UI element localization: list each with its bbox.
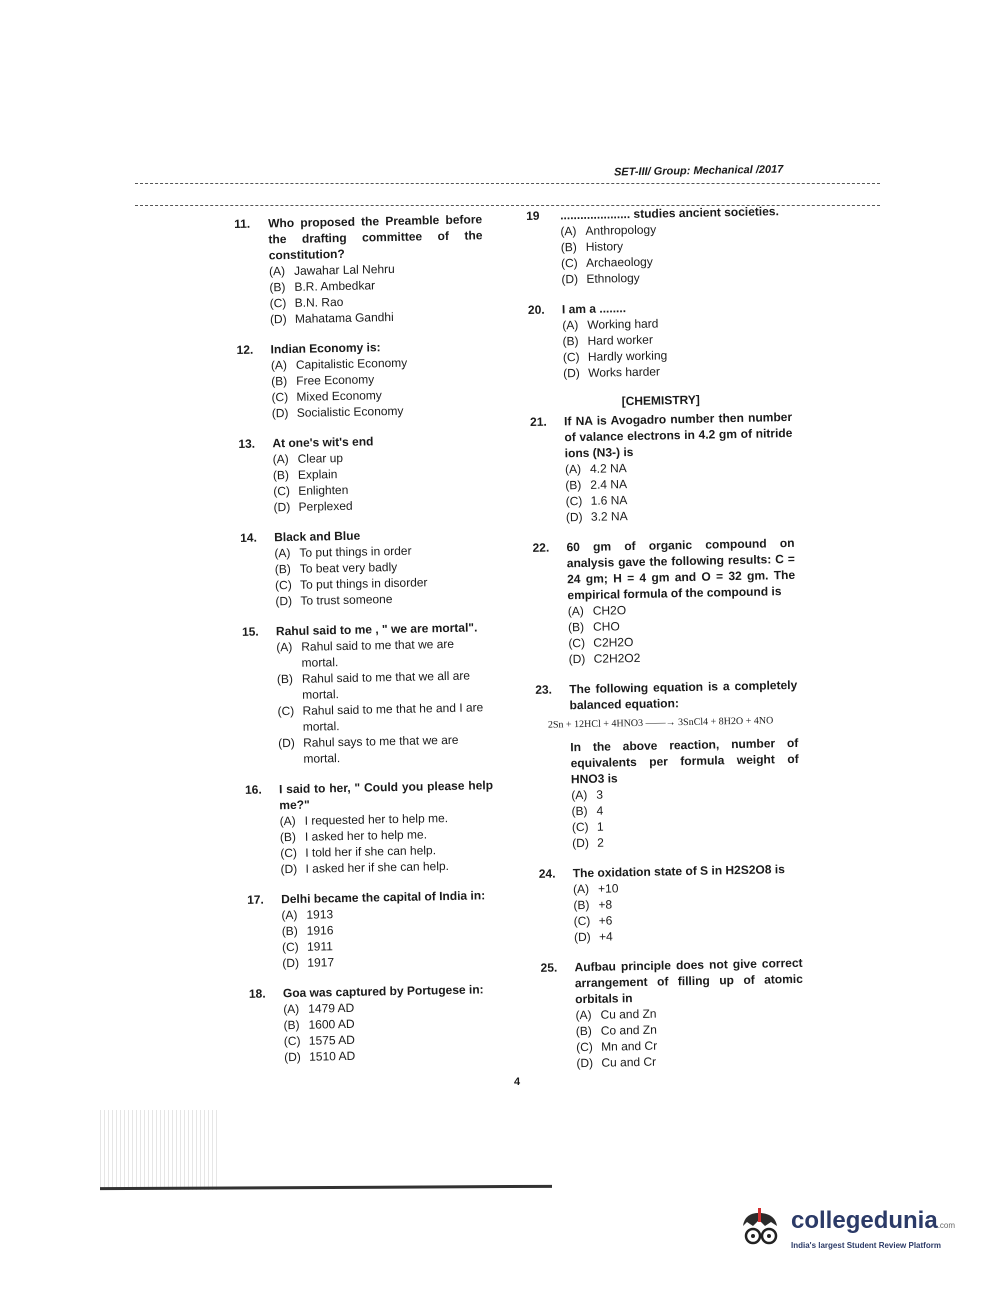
option-letter: (B) (562, 334, 579, 349)
option-text: Working hard (587, 316, 659, 332)
right-column (526, 203, 805, 1086)
option-letter: (B) (276, 671, 294, 687)
question-stem: Aufbau principle does not give correct arrangement of filling up of atomic orbitals in (574, 955, 803, 1007)
option-letter: (B) (269, 280, 286, 295)
answer-option (563, 361, 791, 381)
answer-option (569, 647, 797, 667)
option-letter: (A) (560, 224, 577, 239)
option-text: I asked her if she can help. (305, 858, 450, 876)
option-letter: (D) (561, 272, 579, 287)
page-number: 4 (514, 1076, 521, 1088)
answer-option (561, 267, 789, 287)
option-text: Rahul said to me that we are mortal. (301, 636, 455, 670)
option-text: 1916 (306, 923, 334, 938)
answer-option (278, 731, 493, 767)
option-letter: (B) (283, 1017, 300, 1033)
question-stem: 60 gm of organic compound on analysis gave the following results: C = 24 gm; H = 4 gm and O = 32 gm. The empirical formula of the compound is (566, 535, 796, 603)
option-letter: (B) (271, 374, 288, 389)
question-number: 20. (527, 302, 545, 317)
answer-option (276, 635, 491, 671)
answer-option (273, 495, 487, 515)
option-text: Anthropology (585, 222, 657, 238)
collegedunia-logo[interactable] (735, 1204, 955, 1254)
option-letter: (A) (564, 461, 582, 477)
option-text: Socialistic Economy (296, 403, 404, 420)
question-20 (528, 297, 791, 382)
question-stem: At one's wit's end (272, 434, 374, 451)
option-text: Mn and Cr (600, 1038, 658, 1054)
option-letter: (B) (272, 467, 290, 483)
question-stem: Who proposed the Preamble before the drafting committee of the constitution? (268, 212, 483, 263)
answer-option (284, 1045, 498, 1065)
question-stem: The following equation is a completely balanced equation: (569, 677, 798, 713)
option-letter: (B) (567, 619, 585, 635)
option-text: C2H2O2 (593, 650, 641, 666)
option-letter: (C) (273, 483, 291, 499)
question-stem: The oxidation state of S in H2S2O8 is (572, 862, 785, 881)
option-letter: (C) (283, 1033, 301, 1049)
header-rule (135, 183, 880, 184)
option-text: 1575 AD (308, 1032, 356, 1048)
question-number: 19 (526, 208, 540, 223)
option-letter: (D) (269, 312, 287, 327)
option-text: 1600 AD (308, 1016, 355, 1032)
option-text: Mixed Economy (296, 388, 382, 404)
option-letter: (A) (281, 907, 298, 923)
option-text: Archaeology (585, 254, 653, 270)
option-text: +6 (598, 913, 613, 928)
option-letter: (C) (568, 635, 586, 651)
question-stem: Goa was captured by Portugese in: (282, 982, 484, 1001)
question-16 (245, 777, 495, 878)
option-letter: (A) (283, 1001, 300, 1017)
option-letter: (D) (277, 735, 295, 751)
option-text: 1913 (306, 907, 334, 922)
option-letter: (C) (280, 845, 298, 861)
option-text: I requested her to help me. (304, 811, 449, 828)
option-text: +4 (598, 929, 613, 944)
option-letter: (B) (565, 477, 582, 493)
option-text: Rahul said to me that we all are mortal. (301, 668, 471, 702)
option-letter: (C) (269, 296, 287, 311)
option-text: Rahul said to me that he and I are mortal. (302, 700, 484, 734)
option-text: Perplexed (298, 498, 353, 514)
option-text: 1911 (306, 939, 333, 954)
option-text: 1.6 NA (590, 493, 628, 508)
question-number: 25. (540, 960, 558, 975)
option-letter: (D) (576, 1055, 594, 1071)
answer-option (572, 831, 800, 851)
option-text: +10 (597, 881, 619, 896)
option-letter: (D) (563, 365, 580, 381)
option-letter: (A) (572, 881, 590, 897)
option-letter: (D) (275, 593, 293, 609)
option-text: Cu and Zn (600, 1006, 657, 1022)
option-text: CHO (592, 619, 620, 634)
question-stem: Indian Economy is: (270, 340, 381, 357)
question-21 (530, 409, 794, 526)
option-letter: (C) (575, 1039, 593, 1055)
option-letter: (C) (571, 819, 589, 835)
question-number: 23. (535, 682, 553, 697)
option-letter: (C) (281, 939, 299, 955)
question-stem: Delhi became the capital of India in: (280, 888, 486, 907)
page-header: SET-III/ Group: Mechanical /2017 (613, 163, 784, 179)
option-text: Rahul says to me that we are mortal. (302, 732, 459, 766)
brand-suffix: .com (937, 1221, 956, 1230)
question-number: 11. (234, 216, 251, 231)
question-25 (540, 955, 804, 1072)
option-letter: (D) (280, 861, 298, 877)
question-24 (539, 861, 802, 946)
option-text: Hard worker (587, 332, 654, 348)
question-stem: I said to her, " Could you please help me?" (278, 778, 494, 813)
option-letter: (A) (276, 639, 293, 655)
option-text: 1917 (307, 955, 335, 970)
question-stem: Rahul said to me , " we are mortal". (275, 620, 478, 639)
mascot-icon (735, 1204, 785, 1254)
option-text: To trust someone (300, 592, 393, 608)
answer-option (576, 1051, 804, 1071)
option-letter: (A) (562, 318, 579, 333)
scan-noise (100, 1110, 220, 1190)
option-text: I asked her to help me. (304, 827, 428, 844)
option-letter: (C) (560, 256, 578, 271)
option-letter: (A) (575, 1007, 592, 1023)
option-text: 1510 AD (309, 1048, 356, 1064)
answer-option (270, 307, 484, 327)
option-letter: (C) (274, 577, 292, 593)
answer-option (272, 401, 486, 421)
option-letter: (D) (282, 955, 300, 971)
option-text: 2.4 NA (590, 477, 628, 492)
option-text: To put things in order (299, 543, 412, 560)
option-text: Co and Zn (600, 1022, 657, 1038)
option-letter: (A) (279, 813, 296, 829)
option-letter: (B) (281, 923, 298, 939)
option-letter: (A) (274, 545, 291, 561)
question-22 (532, 535, 796, 668)
option-letter: (C) (573, 913, 591, 929)
option-letter: (D) (565, 509, 583, 525)
question-number: 14. (240, 530, 258, 545)
option-letter: (B) (571, 803, 588, 819)
question-stem: If NA is Avogadro number then number of valance electrons in 4.2 gm of nitride ions (N3-) is (563, 409, 793, 461)
option-text: Explain (297, 467, 338, 482)
question-stem: ..................... studies ancient societies. (560, 204, 779, 223)
answer-option (574, 925, 802, 945)
option-letter: (B) (575, 1023, 592, 1039)
option-letter: (D) (573, 929, 591, 945)
answer-option (566, 505, 794, 525)
question-17 (247, 887, 496, 972)
question-number: 21. (529, 414, 547, 429)
option-text: 3.2 NA (590, 509, 628, 524)
option-text: To put things in disorder (299, 575, 428, 592)
answer-option (275, 589, 489, 609)
question-stem-continued: In the above reaction, number of equivalents per formula weight of HNO3 is (570, 735, 799, 787)
option-letter: (B) (274, 561, 291, 577)
option-text: Ethnology (586, 270, 640, 286)
option-text: Jawahar Lal Nehru (293, 261, 395, 278)
option-text: 3 (596, 787, 604, 802)
section-title-chemistry: [CHEMISTRY] (621, 392, 700, 409)
option-letter: (A) (268, 264, 286, 279)
question-18 (249, 981, 498, 1066)
question-11 (234, 211, 484, 328)
brand-tagline: India's largest Student Review Platform (791, 1241, 941, 1250)
option-text: Clear up (297, 450, 344, 466)
option-letter: (A) (571, 787, 588, 803)
question-23 (535, 677, 800, 852)
chemical-equation: 2Sn + 12HCl + 4HNO3 ——→ 3SnCl4 + 8H2O + 4NO (547, 715, 774, 731)
option-text: 4.2 NA (589, 461, 627, 476)
question-number: 18. (248, 986, 266, 1001)
question-number: 17. (246, 892, 264, 907)
option-text: Works harder (588, 364, 661, 380)
option-letter: (B) (573, 897, 590, 913)
option-letter: (C) (277, 703, 295, 719)
option-letter: (C) (271, 389, 289, 405)
option-letter: (C) (562, 350, 580, 365)
option-letter: (D) (568, 651, 586, 667)
option-letter: (B) (279, 829, 297, 845)
option-letter: (A) (270, 358, 288, 373)
option-letter: (A) (272, 451, 289, 467)
option-text: Mahatama Gandhi (294, 309, 394, 326)
option-letter: (D) (271, 405, 289, 421)
answer-option (282, 951, 496, 971)
option-text: CH2O (592, 603, 627, 618)
option-text: 1 (596, 819, 604, 834)
option-text: Capitalistic Economy (295, 355, 408, 372)
option-text: 2 (597, 835, 605, 850)
question-number: 12. (236, 342, 254, 357)
option-text: B.N. Rao (294, 294, 344, 310)
option-text: B.R. Ambedkar (294, 278, 376, 294)
left-column (234, 211, 499, 1080)
option-text: C2H2O (593, 635, 634, 650)
option-letter: (D) (273, 499, 291, 515)
option-text: Free Economy (296, 372, 375, 388)
question-19 (526, 203, 789, 288)
question-15 (242, 619, 493, 768)
question-stem: I am a ........ (561, 301, 627, 317)
question-13 (238, 431, 487, 516)
option-letter: (B) (560, 240, 577, 255)
option-letter: (A) (567, 603, 584, 619)
option-text: +8 (598, 897, 613, 912)
option-text: Cu and Cr (601, 1054, 657, 1070)
option-letter: (D) (284, 1049, 301, 1065)
answer-option (277, 699, 492, 735)
option-text: Enlighten (298, 482, 349, 498)
option-text: I told her if she can help. (305, 843, 437, 860)
option-text: History (585, 239, 624, 254)
answer-option (280, 857, 494, 877)
question-number: 22. (532, 540, 550, 555)
brand-name: collegedunia (791, 1207, 938, 1234)
question-12 (236, 337, 485, 422)
option-letter: (D) (572, 835, 590, 851)
option-text: 1479 AD (308, 1000, 355, 1016)
option-text: Hardly working (587, 348, 668, 364)
question-number: 13. (238, 436, 256, 451)
option-letter: (C) (565, 493, 583, 509)
answer-option (277, 667, 492, 703)
option-text: 4 (596, 803, 604, 818)
option-text: To beat very badly (299, 559, 398, 576)
question-number: 16. (244, 782, 262, 797)
question-number: 24. (538, 866, 556, 881)
question-stem: Black and Blue (274, 528, 361, 545)
question-number: 15. (241, 624, 259, 639)
question-14 (240, 525, 489, 610)
